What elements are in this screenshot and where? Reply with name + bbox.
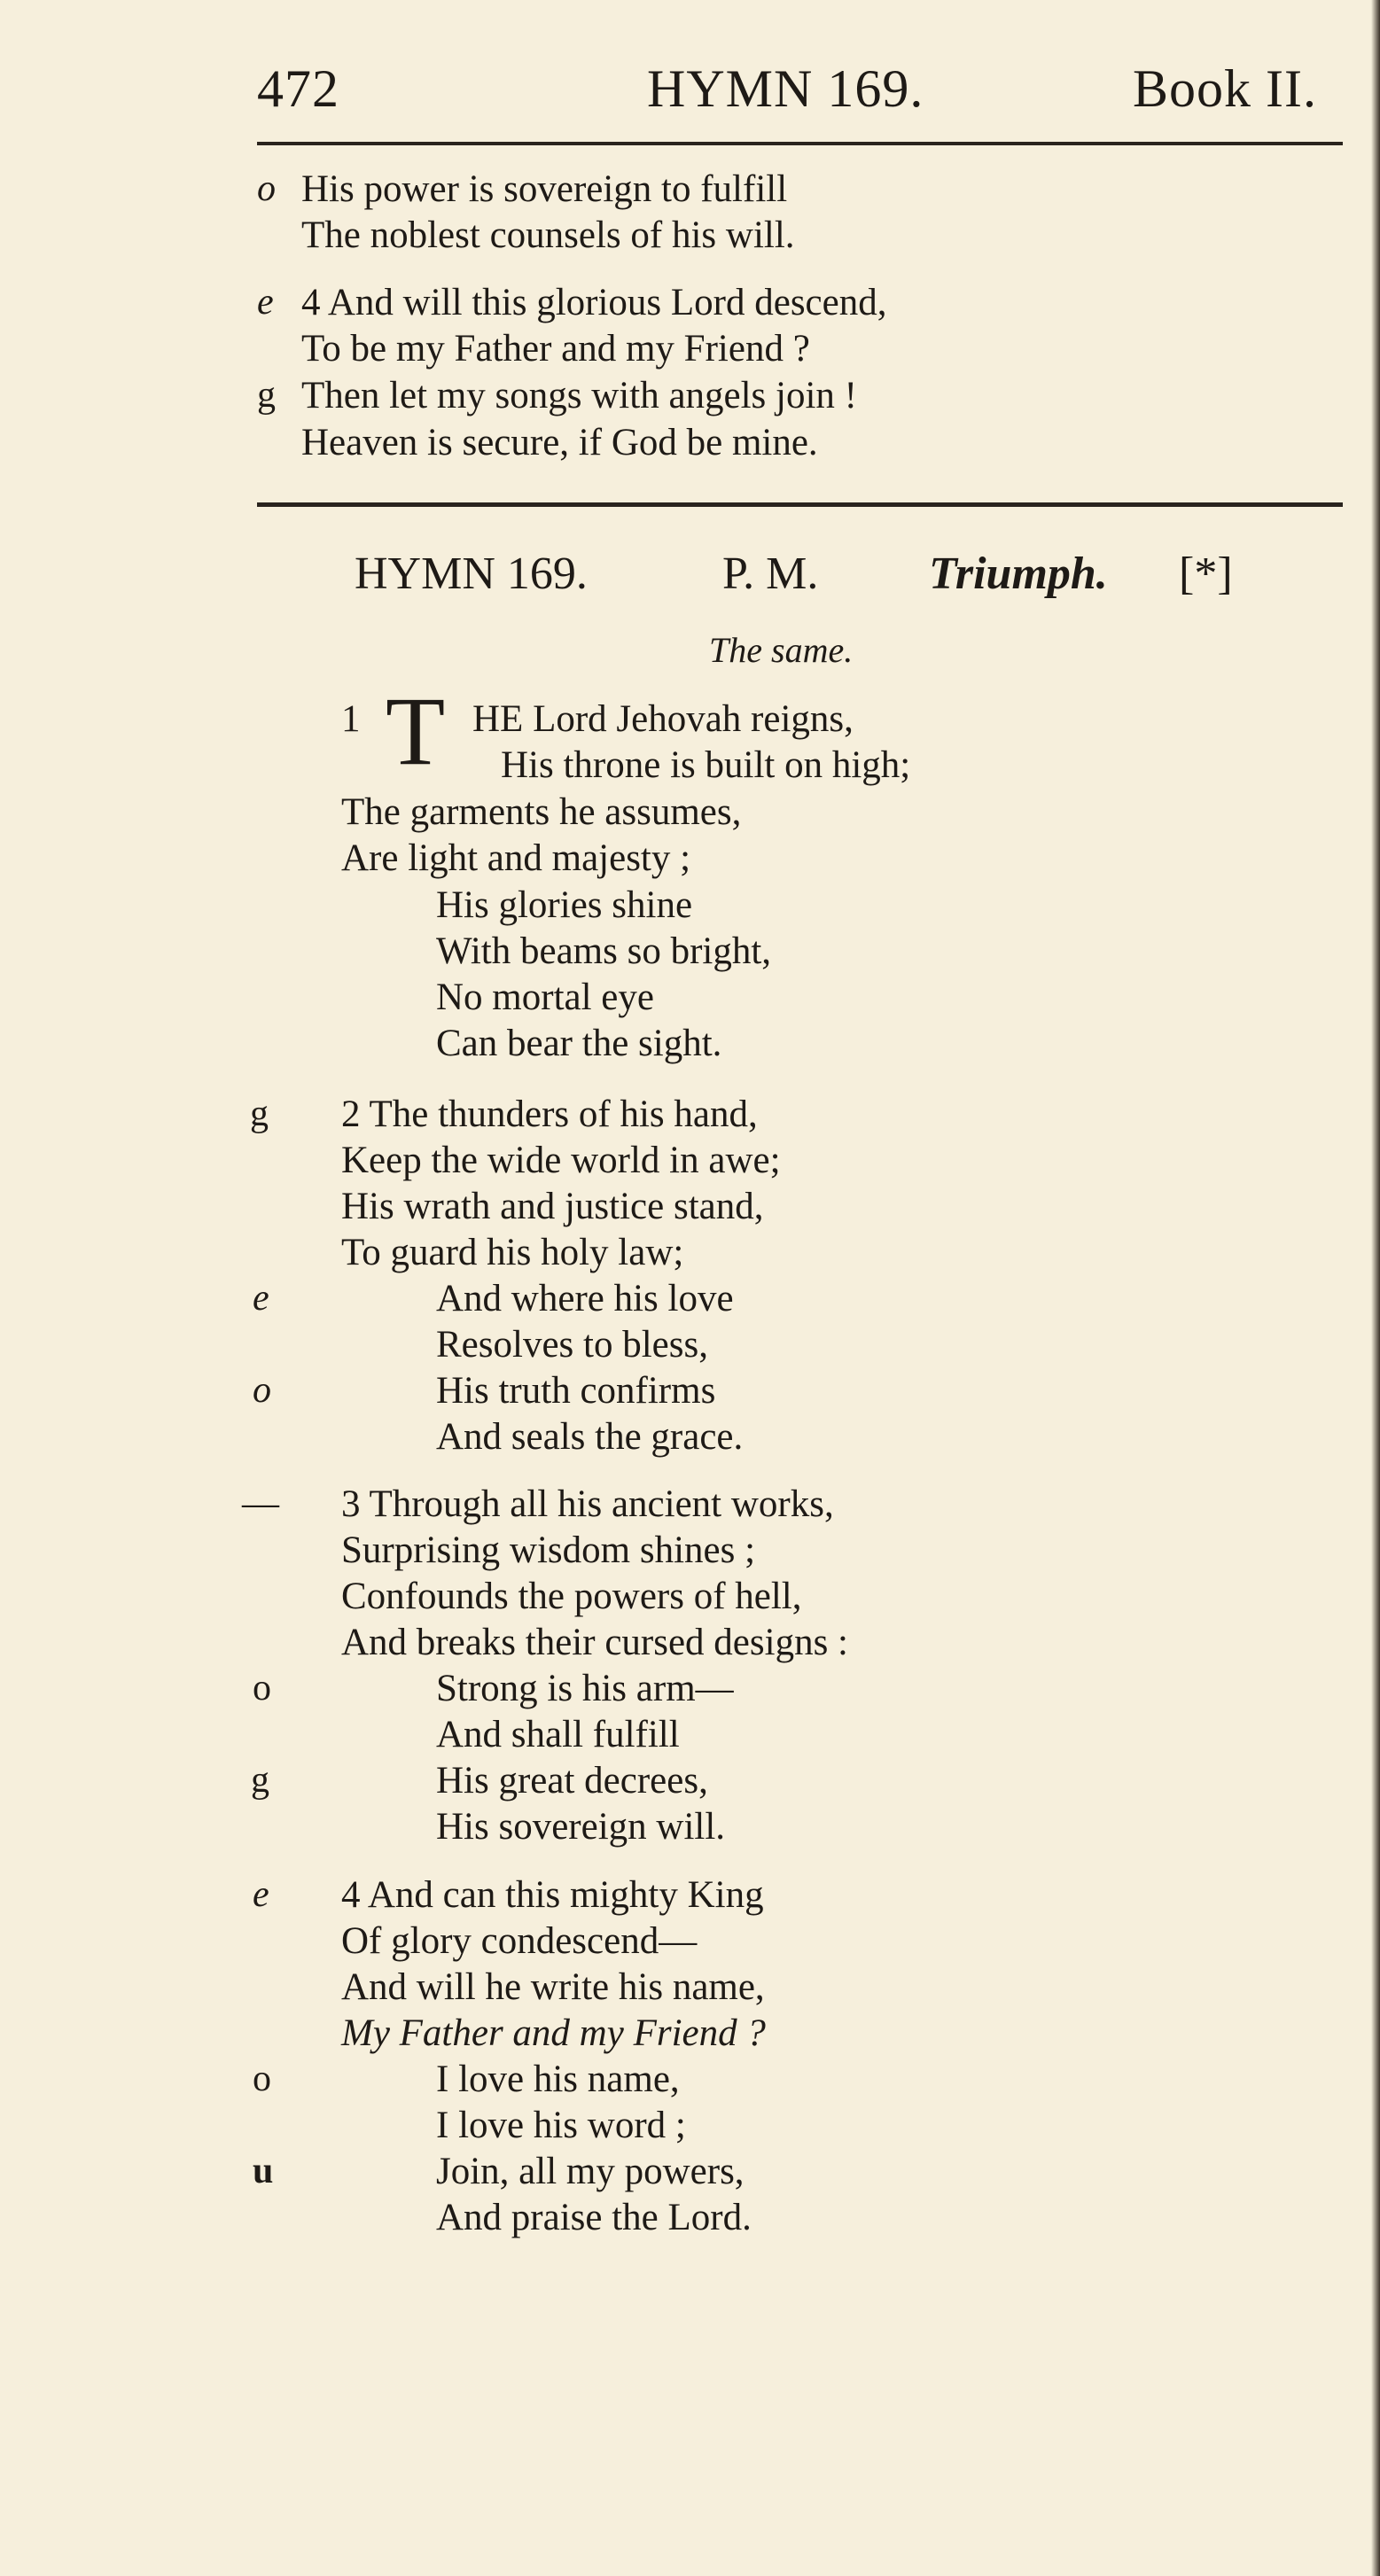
dynamic-mark: g xyxy=(257,375,276,416)
verse-line: His sovereign will. xyxy=(436,1806,726,1848)
verse-line: Surprising wisdom shines ; xyxy=(341,1529,756,1571)
verse-line: And shall fulfill xyxy=(436,1714,680,1755)
verse-line: And will he write his name, xyxy=(341,1966,765,2008)
dynamic-mark: e xyxy=(253,1278,269,1319)
verse-line: Are light and majesty ; xyxy=(341,837,691,879)
drop-cap: T xyxy=(386,677,446,785)
header-rule xyxy=(257,142,1343,145)
verse-line: His glories shine xyxy=(436,884,693,926)
page-edge xyxy=(1371,0,1380,2576)
verse-line: Confounds the powers of hell, xyxy=(341,1576,802,1617)
dynamic-mark: g xyxy=(250,1093,269,1134)
verse-line: My Father and my Friend ? xyxy=(341,2012,766,2054)
hymn-tune: Triumph. xyxy=(929,549,1108,599)
verse-line: Join, all my powers, xyxy=(436,2151,745,2192)
verse-line: HE Lord Jehovah reigns, xyxy=(472,698,854,740)
verse-line: 4 And will this glorious Lord descend, xyxy=(301,282,887,323)
dynamic-mark: u xyxy=(253,2151,274,2191)
dynamic-mark: o xyxy=(253,2058,271,2099)
verse-line: With beams so bright, xyxy=(436,930,772,972)
verse-line: And seals the grace. xyxy=(436,1416,744,1458)
verse-line: Resolves to bless, xyxy=(436,1324,708,1366)
hymn-note: [*] xyxy=(1179,549,1233,599)
verse-line: And praise the Lord. xyxy=(436,2197,752,2238)
verse-line: And breaks their cursed designs : xyxy=(341,1622,848,1663)
verse-line: His great decrees, xyxy=(436,1760,708,1802)
dynamic-mark: o xyxy=(253,1370,271,1411)
dynamic-mark: e xyxy=(257,282,274,323)
dynamic-mark: o xyxy=(253,1668,271,1708)
verse-line: Can bear the sight. xyxy=(436,1023,722,1064)
dynamic-mark: e xyxy=(253,1874,269,1915)
verse-line: 4 And can this mighty King xyxy=(341,1874,764,1916)
page-number: 472 xyxy=(257,59,339,118)
verse-line: 2 The thunders of his hand, xyxy=(341,1093,758,1135)
verse-line: 3 Through all his ancient works, xyxy=(341,1483,834,1525)
dynamic-mark: g xyxy=(251,1760,269,1801)
verse-line: Heaven is secure, if God be mine. xyxy=(301,422,818,463)
verse-line: His power is sovereign to fulfill xyxy=(301,168,788,210)
verse-line: The noblest counsels of his will. xyxy=(301,214,795,256)
verse-line: To be my Father and my Friend ? xyxy=(301,328,810,370)
verse-line: Then let my songs with angels join ! xyxy=(301,375,858,416)
verse-line: I love his name, xyxy=(436,2058,680,2100)
hymn-title: HYMN 169. xyxy=(355,549,588,599)
hymn-subtitle: The same. xyxy=(709,630,854,670)
verse-line: His throne is built on high; xyxy=(501,744,911,786)
stanza-number: 1 xyxy=(341,698,361,740)
running-title: HYMN 169. xyxy=(647,59,924,118)
verse-line: His wrath and justice stand, xyxy=(341,1186,764,1227)
verse-line: No mortal eye xyxy=(436,977,654,1018)
verse-line: And where his love xyxy=(436,1278,734,1319)
verse-line: Of glory condescend— xyxy=(341,1920,698,1962)
dynamic-mark: — xyxy=(242,1483,279,1524)
book-label: Book II. xyxy=(1133,59,1317,118)
verse-line: I love his word ; xyxy=(436,2105,686,2146)
verse-line: Keep the wide world in awe; xyxy=(341,1140,781,1181)
verse-line: The garments he assumes, xyxy=(341,791,742,833)
section-rule xyxy=(257,502,1343,507)
verse-line: His truth confirms xyxy=(436,1370,716,1412)
dynamic-mark: o xyxy=(257,168,276,209)
hymn-meter: P. M. xyxy=(722,549,819,599)
verse-line: To guard his holy law; xyxy=(341,1232,684,1273)
verse-line: Strong is his arm— xyxy=(436,1668,734,1709)
